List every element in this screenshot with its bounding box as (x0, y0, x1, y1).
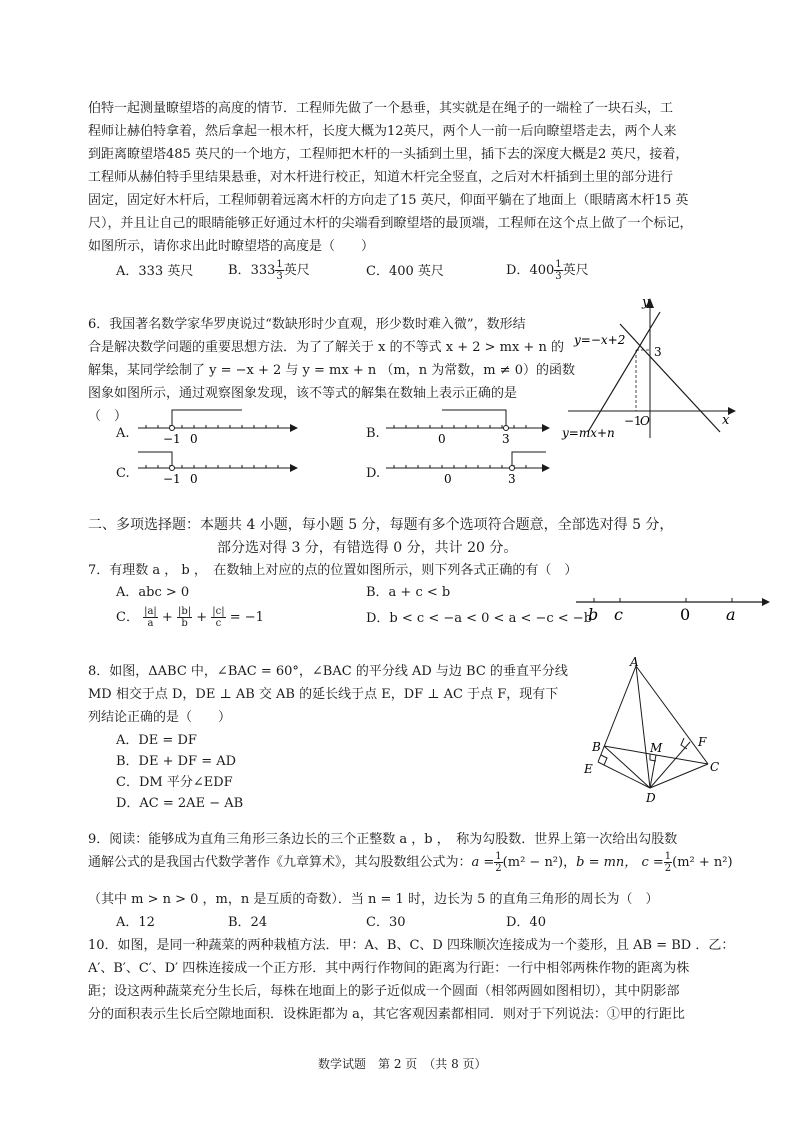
q7-option-c[interactable]: C． $\frac{|a|}{a}$ + $\frac{|b|}{b}$ + $\frac{|c|}{c}$ = −1 (116, 606, 264, 629)
q5-option-b[interactable]: B．333 $\frac{1}{3}$ 英尺 (228, 259, 310, 282)
q8-option-d[interactable]: D．AC = 2AE − AB (116, 796, 244, 811)
q9-option-d[interactable]: D．40 (506, 915, 546, 930)
q7-option-d[interactable]: D．b < c < −a < 0 < a < −c < −b (366, 611, 593, 626)
q10-line-4: 分的面积表示生长后空隙地面积．设株距都为 a，其它客观因素都相同．则对于下列说法：①甲的行距比 (88, 1007, 685, 1022)
svg-text:0: 0 (190, 472, 198, 486)
q8-line-2: MD 相交于点 D，DE ⊥ AB 交 AB 的延长线于点 E，DF ⊥ AC 于点 F，现有下 (88, 687, 559, 702)
q5-line-2: 程师让赫伯特拿着，然后拿起一根木杆，长度大概为12英尺，两个人一前一后向瞭望塔走去，两个人来 (88, 124, 677, 139)
q6-x-label: x (722, 413, 730, 428)
q8-label-a: A (630, 656, 639, 669)
q6-option-d-numberline[interactable] (386, 446, 550, 486)
svg-text:−1: −1 (163, 472, 181, 486)
q6-option-c-label[interactable]: C. (116, 466, 130, 481)
q6-option-c-numberline[interactable] (138, 446, 298, 486)
q6-origin-label: O (640, 414, 650, 428)
q10-line-2: A′、B′、C′、D′ 四株连接成一个正方形．其中两行作物间的距离为行距：一行中相邻两株作物的距离为株 (88, 961, 690, 976)
svg-text:0: 0 (438, 432, 446, 446)
q8-label-f: F (698, 735, 707, 749)
q5-option-c[interactable]: C．400 英尺 (366, 264, 444, 279)
q7-point-b: b (588, 605, 599, 624)
q8-label-e: E (584, 762, 593, 776)
q6-option-b-label[interactable]: B. (366, 426, 380, 441)
q5-line-7: 如图所示，请你求出此时瞭望塔的高度是（ ） (88, 239, 375, 254)
q7-option-a[interactable]: A．abc > 0 (116, 585, 190, 600)
section-2-heading-cont: 部分选对得 3 分，有错选得 0 分，共计 20 分。 (217, 540, 518, 556)
q8-triangle-figure (580, 656, 750, 806)
q9-option-a[interactable]: A．12 (116, 915, 155, 930)
svg-text:0: 0 (444, 472, 452, 486)
q6-tick-y: 3 (654, 345, 662, 359)
q9-option-c[interactable]: C．30 (366, 915, 406, 930)
q10-line-1: 10．如图，是同一种蔬菜的两种栽植方法．甲：A、B、C、D 四珠顺次连接成为一个菱形，且 AB = BD ．乙： (88, 938, 735, 953)
q10-line-3: 距；设这两种蔬菜充分生长后，每株在地面上的影子近似成一个圆面（相邻两圆如图相切），其中阴影部 (88, 984, 680, 999)
q8-label-m: M (650, 741, 663, 755)
q6-line1-label: y=−x+2 (574, 333, 626, 347)
q6-y-label: y (642, 295, 650, 310)
q6-line2-label: y=mx+n (562, 426, 615, 440)
q5-line-1: 伯特一起测量瞭望塔的高度的情节．工程师先做了一个悬垂，其实就是在绳子的一端栓了一块石头，工 (88, 101, 674, 116)
q5-d-fraction: $\frac{1}{3}$ (555, 259, 562, 282)
q9-line-3: （其中 m > n > 0 ，m，n 是互质的奇数）．当 n = 1 时，边长为 5 的直角三角形的周长为（ ） (88, 892, 659, 907)
q6-option-a-numberline[interactable] (138, 406, 298, 446)
q5-b-fraction: $\frac{1}{3}$ (276, 259, 283, 282)
q7-point-a: a (726, 605, 736, 624)
q6-line-1: 6．我国著名数学家华罗庚说过“数缺形时少直观，形少数时难入微”，数形结 (88, 317, 526, 332)
q9-line-1: 9．阅读：能够成为直角三角形三条边长的三个正整数 a ，b ， 称为勾股数．世界上第一次给出勾股数 (88, 832, 678, 847)
q7-point-c: c (614, 605, 623, 624)
q8-label-b: B (592, 740, 601, 754)
q7-point-0: 0 (680, 605, 691, 624)
q9-line-2: 通解公式的是我国古代数学著作《九章算术》，其勾股数组公式为：a = $\frac{1}{2}$ (m² − n²)，b = mn， c = $\frac{1}{2}$ (m² + n²) (88, 851, 733, 874)
q5-line-5: 固定，固定好木杆后，工程师朝着远离木杆的方向走了15 英尺，仰面平躺在了地面上（眼睛离木杆15 英 (88, 193, 689, 208)
q8-label-c: C (710, 760, 720, 774)
q7-option-b[interactable]: B．a + c < b (366, 585, 451, 600)
q8-line-1: 8．如图，ΔABC 中，∠BAC = 60°，∠BAC 的平分线 AD 与边 BC 的垂直平分线 (88, 664, 568, 679)
section-2-heading: 二、多项选择题：本题共 4 小题，每小题 5 分，每题有多个选项符合题意，全部选对得 5 分， (88, 517, 674, 533)
q6-line-2: 合是解决数学问题的重要思想方法．为了了解关于 x 的不等式 x + 2 > mx + n 的 (88, 340, 564, 355)
q8-option-b[interactable]: B．DE + DF = AD (116, 754, 237, 769)
q7-stem: 7．有理数 a ， b ， 在数轴上对应的点的位置如图所示，则下列各式正确的有（ ） (88, 563, 578, 578)
q8-option-c[interactable]: C．DM 平分∠EDF (116, 775, 233, 790)
q9-option-b[interactable]: B．24 (228, 915, 268, 930)
svg-text:0: 0 (190, 432, 198, 446)
q5-line-6: 尺），并且让自己的眼睛能够正好通过木杆的尖端看到瞭望塔的最顶端，工程师在这个点上做了一个标记， (88, 216, 693, 231)
q6-line-4: 图象如图所示，通过观察图象发现，该不等式的解集在数轴上表示正确的是 (88, 386, 518, 401)
q6-tick-x: −1 (624, 414, 642, 428)
q5-line-3: 到距离瞭望塔485 英尺的一个地方，工程师把木杆的一头插到土里，插下去的深度大概是2 英尺，接着， (88, 147, 689, 162)
svg-text:−1: −1 (163, 432, 181, 446)
q6-option-d-label[interactable]: D. (366, 466, 381, 481)
q6-option-b-numberline[interactable] (386, 406, 550, 446)
q5-line-4: 工程师从赫伯特手里结果悬垂，对木杆进行校正，知道木杆完全竖直，之后对木杆插到土里的部分进行 (88, 170, 674, 185)
q6-line-5: （ ） (88, 409, 128, 424)
page-footer: 数学试题 第 2 页 （共 8 页） (318, 1057, 487, 1071)
q8-label-d: D (646, 791, 656, 805)
q6-function-graph (560, 292, 740, 442)
q8-option-a[interactable]: A．DE = DF (116, 733, 197, 748)
q6-option-a-label[interactable]: A. (116, 426, 130, 441)
q6-line-3: 解集，某同学绘制了 y = −x + 2 与 y = mx + n （m，n 为常数，m ≠ 0）的函数 (88, 363, 575, 378)
q5-option-a[interactable]: A．333 英尺 (116, 264, 194, 279)
svg-text:3: 3 (508, 472, 516, 486)
svg-text:3: 3 (502, 432, 510, 446)
q8-line-3: 列结论正确的是（ ） (88, 710, 232, 725)
q7-number-line (576, 590, 770, 626)
q5-option-d[interactable]: D．400 $\frac{1}{3}$ 英尺 (506, 259, 589, 282)
